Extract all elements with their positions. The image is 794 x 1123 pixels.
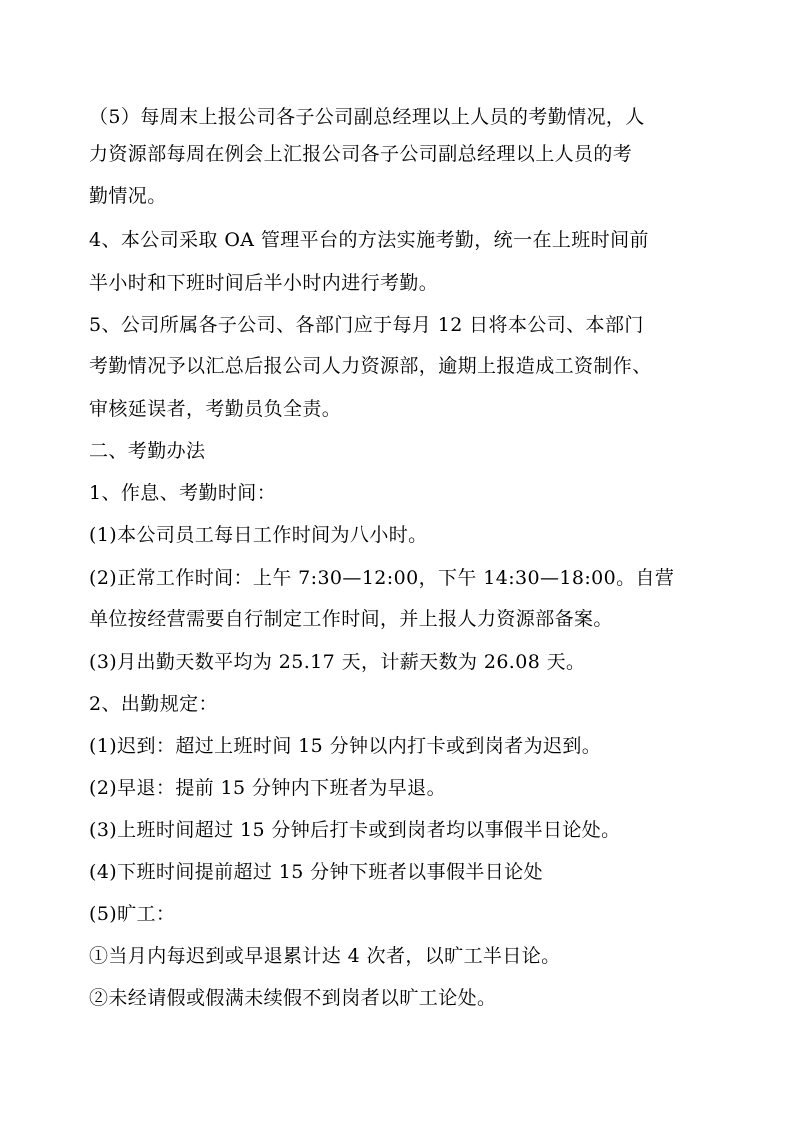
section-heading: 二、考勤办法 — [89, 440, 206, 462]
text-line-17: (2)早退：提前 15 分钟内下班者为早退。 — [89, 777, 446, 799]
text-line-8: 审核延误者，考勤员负全责。 — [89, 398, 342, 420]
text-line-3: 勤情况。 — [89, 185, 167, 207]
text-line-5: 半小时和下班时间后半小时内进行考勤。 — [89, 272, 439, 294]
text-line-22: ②未经请假或假满未续假不到岗者以旷工论处。 — [89, 987, 497, 1009]
text-line-16: (1)迟到：超过上班时间 15 分钟以内打卡或到岗者为迟到。 — [89, 735, 602, 757]
text-line-20: (5)旷工： — [89, 903, 176, 925]
text-line-13: 单位按经营需要自行制定工作时间，并上报人力资源部备案。 — [89, 608, 613, 630]
text-line-6: 5、公司所属各子公司、各部门应于每月 12 日将本公司、本部门 — [89, 314, 644, 336]
text-line-11: (1)本公司员工每日工作时间为八小时。 — [89, 524, 428, 546]
text-line-21: ①当月内每迟到或早退累计达 4 次者，以旷工半日论。 — [89, 945, 561, 967]
text-line-15: 2、出勤规定： — [89, 693, 218, 715]
text-line-4: 4、本公司采取 OA 管理平台的方法实施考勤，统一在上班时间前 — [89, 229, 649, 251]
text-line-7: 考勤情况予以汇总后报公司人力资源部，逾期上报造成工资制作、 — [89, 355, 652, 377]
text-line-1: （5）每周末上报公司各子公司副总经理以上人员的考勤情况，人 — [89, 106, 645, 128]
text-line-18: (3)上班时间超过 15 分钟后打卡或到岗者均以事假半日论处。 — [89, 819, 621, 841]
text-line-14: (3)月出勤天数平均为 25.17 天，计薪天数为 26.08 天。 — [89, 651, 586, 673]
text-line-10: 1、作息、考勤时间： — [89, 482, 277, 504]
text-line-19: (4)下班时间提前超过 15 分钟下班者以事假半日论处 — [89, 861, 543, 883]
text-line-12: (2)正常工作时间：上午 7:30—12:00，下午 14:30—18:00。自营 — [89, 567, 675, 589]
text-line-2: 力资源部每周在例会上汇报公司各子公司副总经理以上人员的考 — [89, 143, 633, 165]
